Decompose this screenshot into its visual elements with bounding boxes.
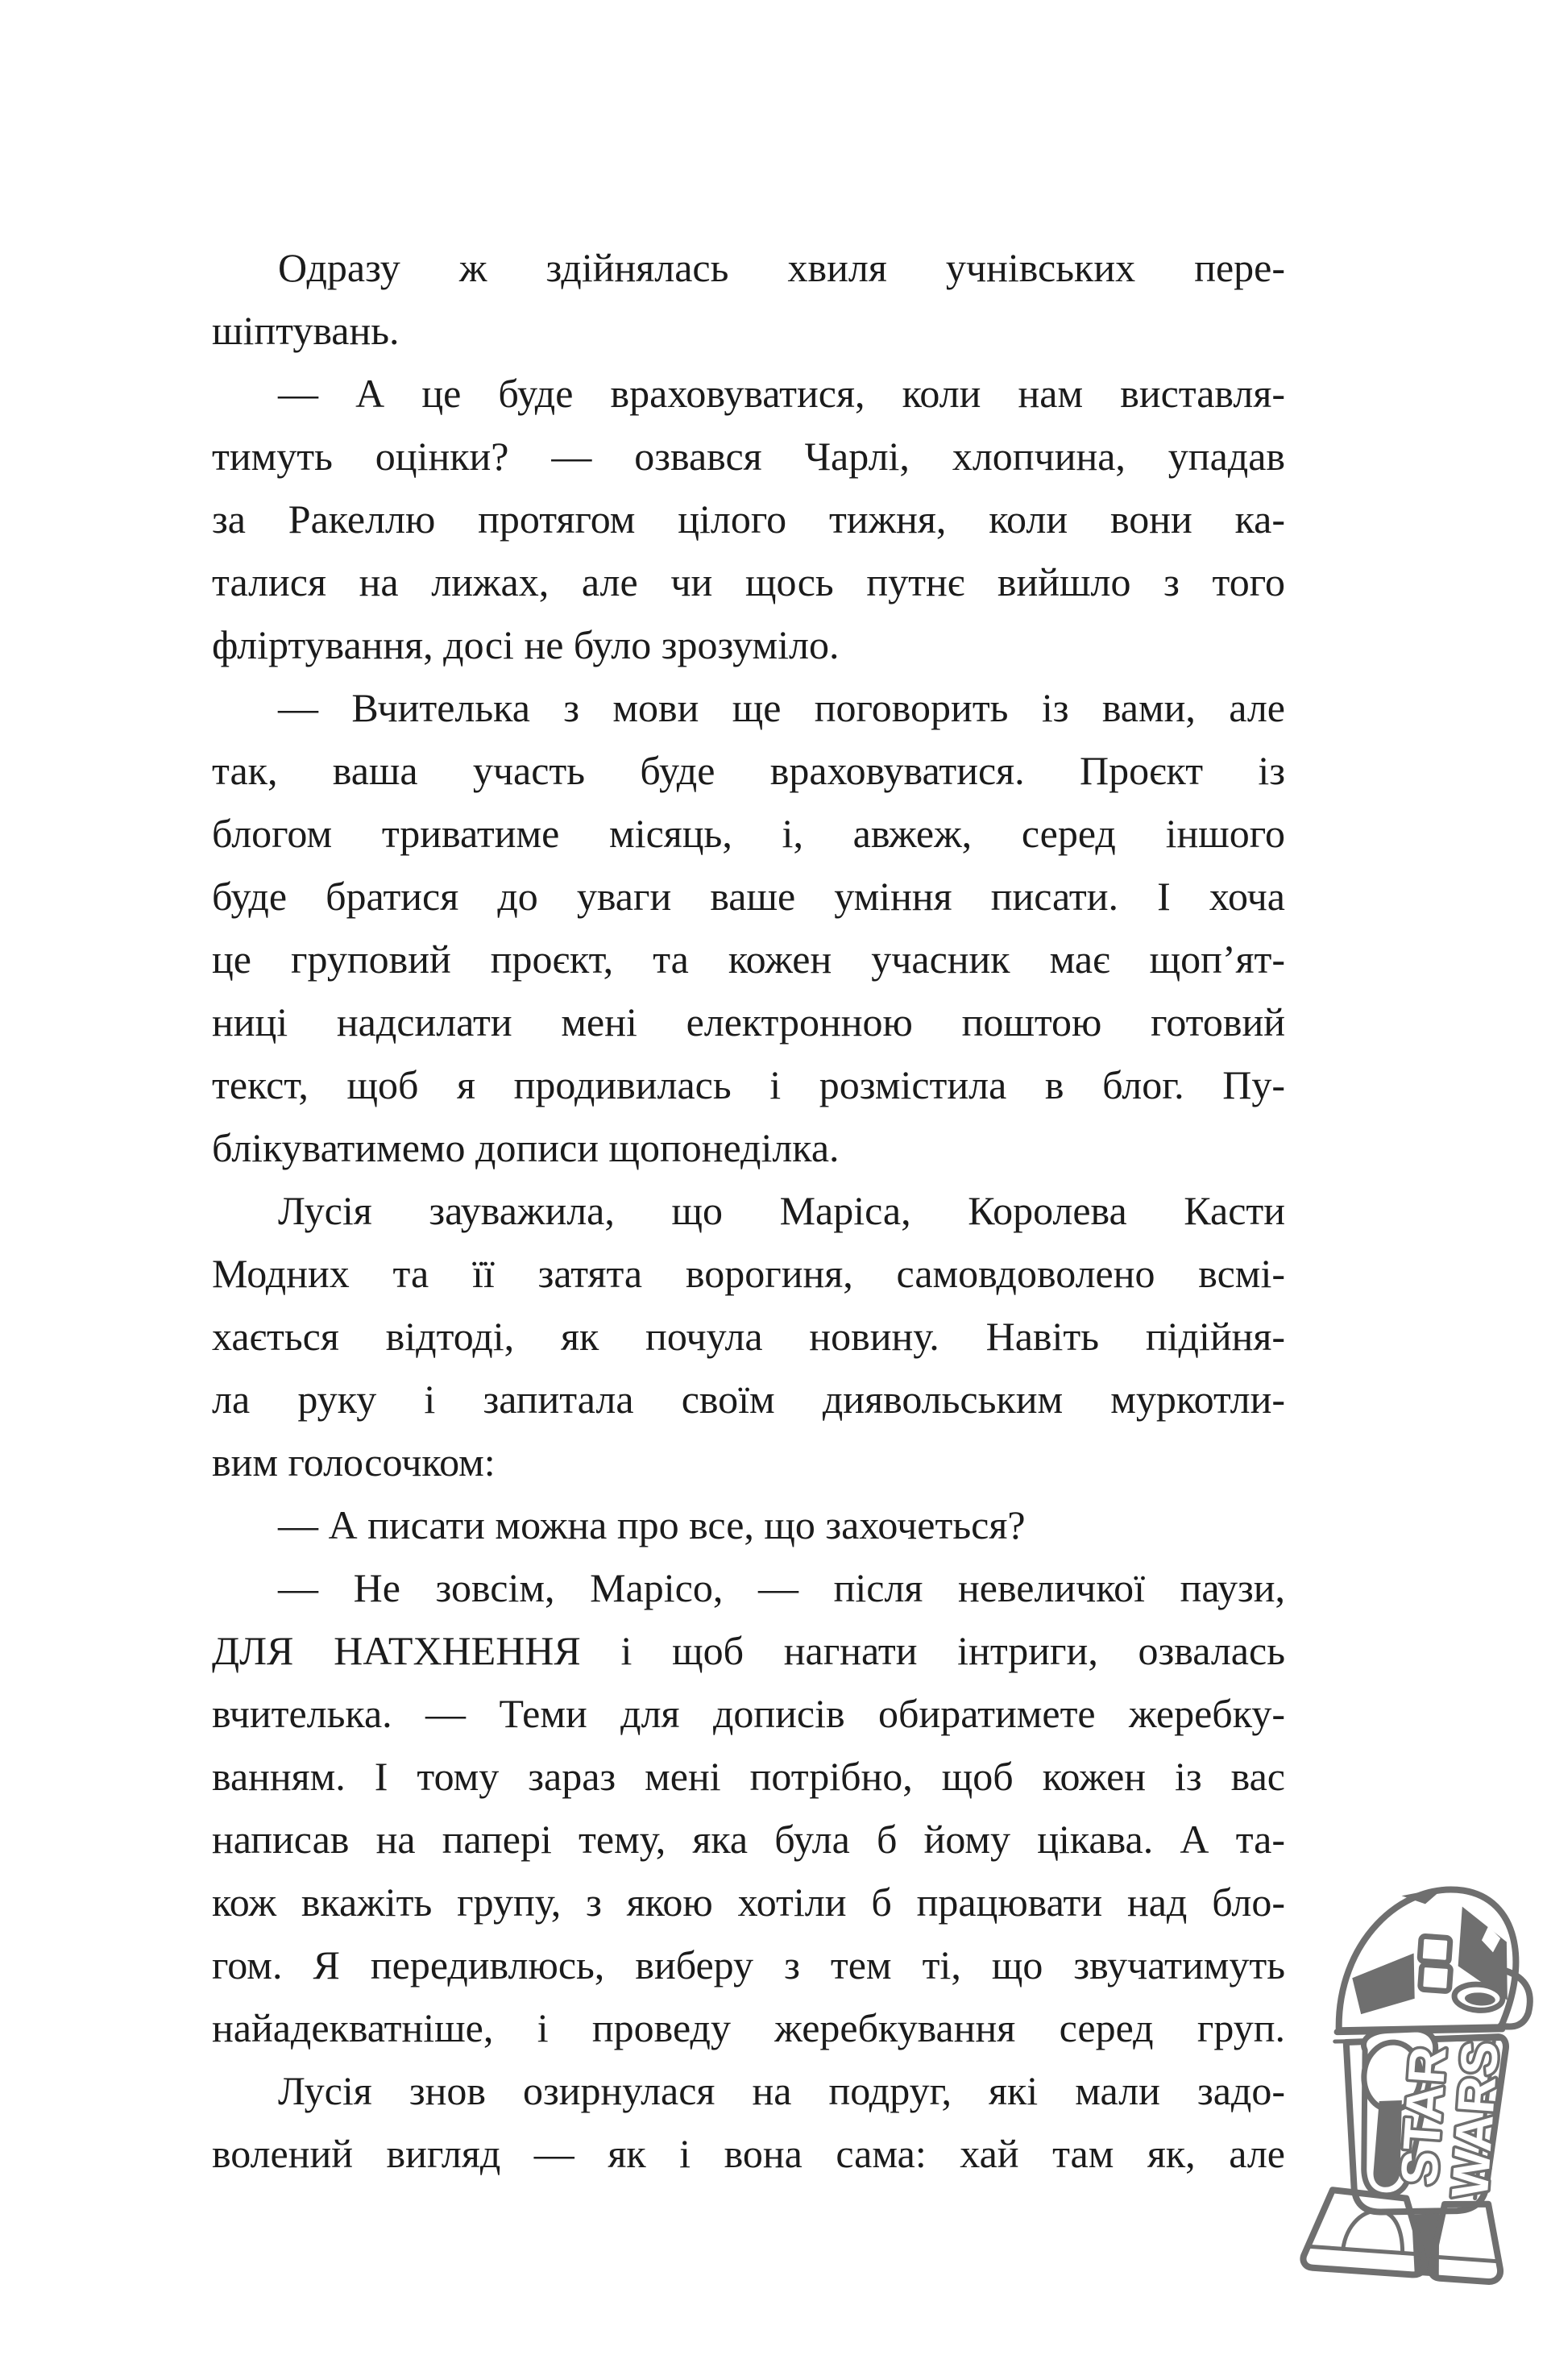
text-line: текст, щоб я продивилась і розмістила в блог. Пу- [212,1062,1285,1107]
text-line: вим голосочком: [212,1439,496,1485]
text-line: хається відтоді, як почула новину. Навіть підійня- [212,1314,1285,1359]
text-line: Лусія зауважила, що Маріса, Королева Касти [278,1188,1285,1233]
text-line: так, ваша участь буде враховуватися. Проєкт із [212,748,1285,793]
text-line: — Не зовсім, Марісо, — після невеличкої паузи, [278,1565,1285,1610]
text-line: фліртування, досі не було зрозуміло. [212,622,840,667]
text-line: тимуть оцінки? — озвався Чарлі, хлопчина, упадав [212,434,1285,479]
text-line: блогом триватиме місяць, і, авжеж, серед іншого [212,811,1285,856]
text-block [212,236,1285,2185]
r2d2-foot-right [1430,2200,1505,2282]
text-line: Модних та її затята ворогиня, самовдоволено всмі- [212,1251,1285,1296]
text-line: Лусія знов озирнулася на подруг, які мали задо- [278,2068,1285,2113]
text-line: буде братися до уваги ваше уміння писати. І хоча [212,874,1285,919]
star-wars-logo-line1: STAR [1389,2043,1458,2187]
r2d2-svg [1294,1834,1541,2286]
text-line: найадекватніше, і проведу жеребкування серед груп. [212,2005,1285,2050]
text-line: Одразу ж здійнялась хвиля учнівських пере- [278,245,1285,290]
r2d2-foot-left-band [1309,2246,1422,2254]
text-line: — Вчителька з мови ще поговорить із вами, але [278,685,1285,730]
text-line: гом. Я передивлюсь, виберу з тем ті, що звучатимуть [212,1942,1285,1987]
star-wars-logo-line2: WARS [1440,2038,1510,2200]
text-line: це груповий проєкт, та кожен учасник має щоп’ят- [212,937,1285,982]
text-line: ла руку і запитала своїм диявольським муркотли- [212,1377,1285,1422]
text-line: кож вкажіть групу, з якою хотіли б працювати над бло- [212,1879,1285,1925]
text-line: блікуватимемо дописи щопонеділка. [212,1125,840,1170]
text-line: волений вигляд — як і вона сама: хай там як, але [212,2131,1285,2176]
text-line: шіптувань. [212,308,400,353]
r2d2-illustration [1294,1834,1541,2286]
r2d2-foot-right-band [1433,2257,1497,2262]
text-line: ниці надсилати мені електронною поштою готовий [212,999,1285,1045]
text-line: ДЛЯ НАТХНЕННЯ і щоб нагнати інтриги, озвалась [212,1628,1285,1673]
r2d2-vent-top [1420,1936,1450,1963]
text-line: вчителька. — Теми для дописів обиратимете жеребку- [212,1691,1285,1736]
star-wars-logo [1389,2035,1509,2200]
r2d2-vent-bottom [1421,1964,1451,1991]
text-line: написав на папері тему, яка була б йому цікава. А та- [212,1817,1285,1862]
text-line: — А це буде враховуватися, коли нам виставля- [278,371,1285,416]
text-line: за Ракеллю протягом цілого тижня, коли вони ка- [212,496,1285,542]
text-line: — А писати можна про все, що захочеться? [278,1502,1026,1547]
text-line: талися на лижах, але чи щось путнє вийшло з того [212,559,1285,604]
r2d2-foot-left [1303,2188,1430,2275]
text-line: ванням. І тому зараз мені потрібно, щоб кожен із вас [212,1754,1285,1799]
r2d2-foot-left-arch [1343,2208,1405,2253]
r2d2-dome-panel-left [1350,1949,1417,2017]
